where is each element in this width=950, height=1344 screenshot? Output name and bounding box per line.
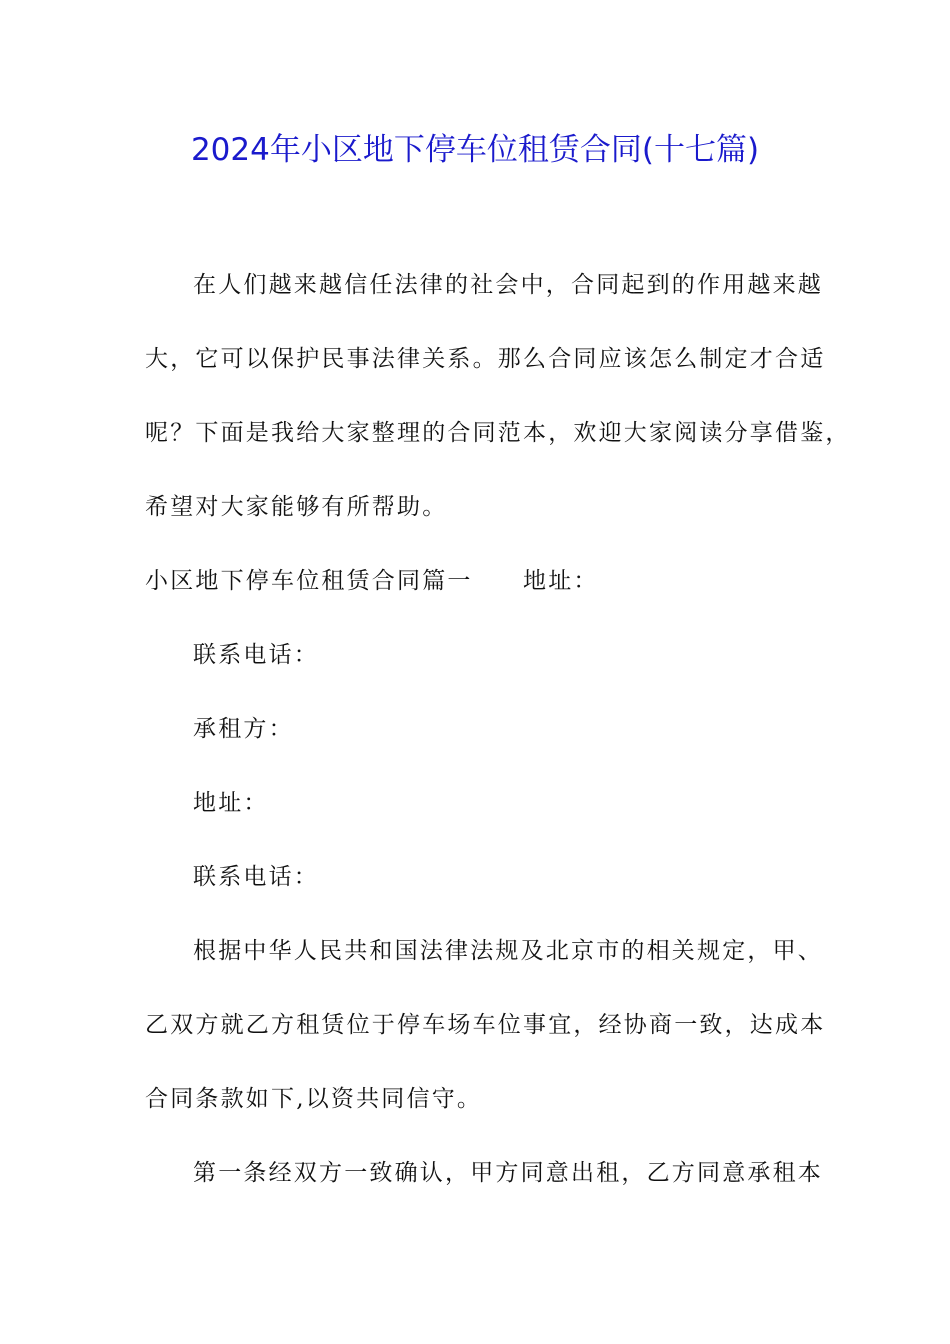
section-heading: 小区地下停车位租赁合同篇一 地址： bbox=[145, 568, 599, 594]
field-address: 地址： bbox=[193, 790, 269, 816]
basis-line-1: 根据中华人民共和国法律法规及北京市的相关规定，甲、 bbox=[193, 938, 823, 964]
field-lessee: 承租方： bbox=[193, 716, 294, 742]
field-phone-2: 联系电话： bbox=[193, 864, 319, 890]
document-title: 2024年小区地下停车位租赁合同(十七篇) bbox=[190, 132, 760, 168]
intro-line-4: 希望对大家能够有所帮助。 bbox=[145, 494, 448, 520]
intro-line-1: 在人们越来越信任法律的社会中，合同起到的作用越来越 bbox=[193, 272, 823, 298]
field-phone-1: 联系电话： bbox=[193, 642, 319, 668]
basis-line-3: 合同条款如下,以资共同信守。 bbox=[145, 1086, 483, 1112]
article-one-line: 第一条经双方一致确认，甲方同意出租，乙方同意承租本 bbox=[193, 1160, 823, 1186]
intro-line-3: 呢？下面是我给大家整理的合同范本，欢迎大家阅读分享借鉴， bbox=[145, 420, 851, 446]
basis-line-2: 乙双方就乙方租赁位于停车场车位事宜，经协商一致，达成本 bbox=[145, 1012, 826, 1038]
intro-line-2: 大，它可以保护民事法律关系。那么合同应该怎么制定才合适 bbox=[145, 346, 826, 372]
